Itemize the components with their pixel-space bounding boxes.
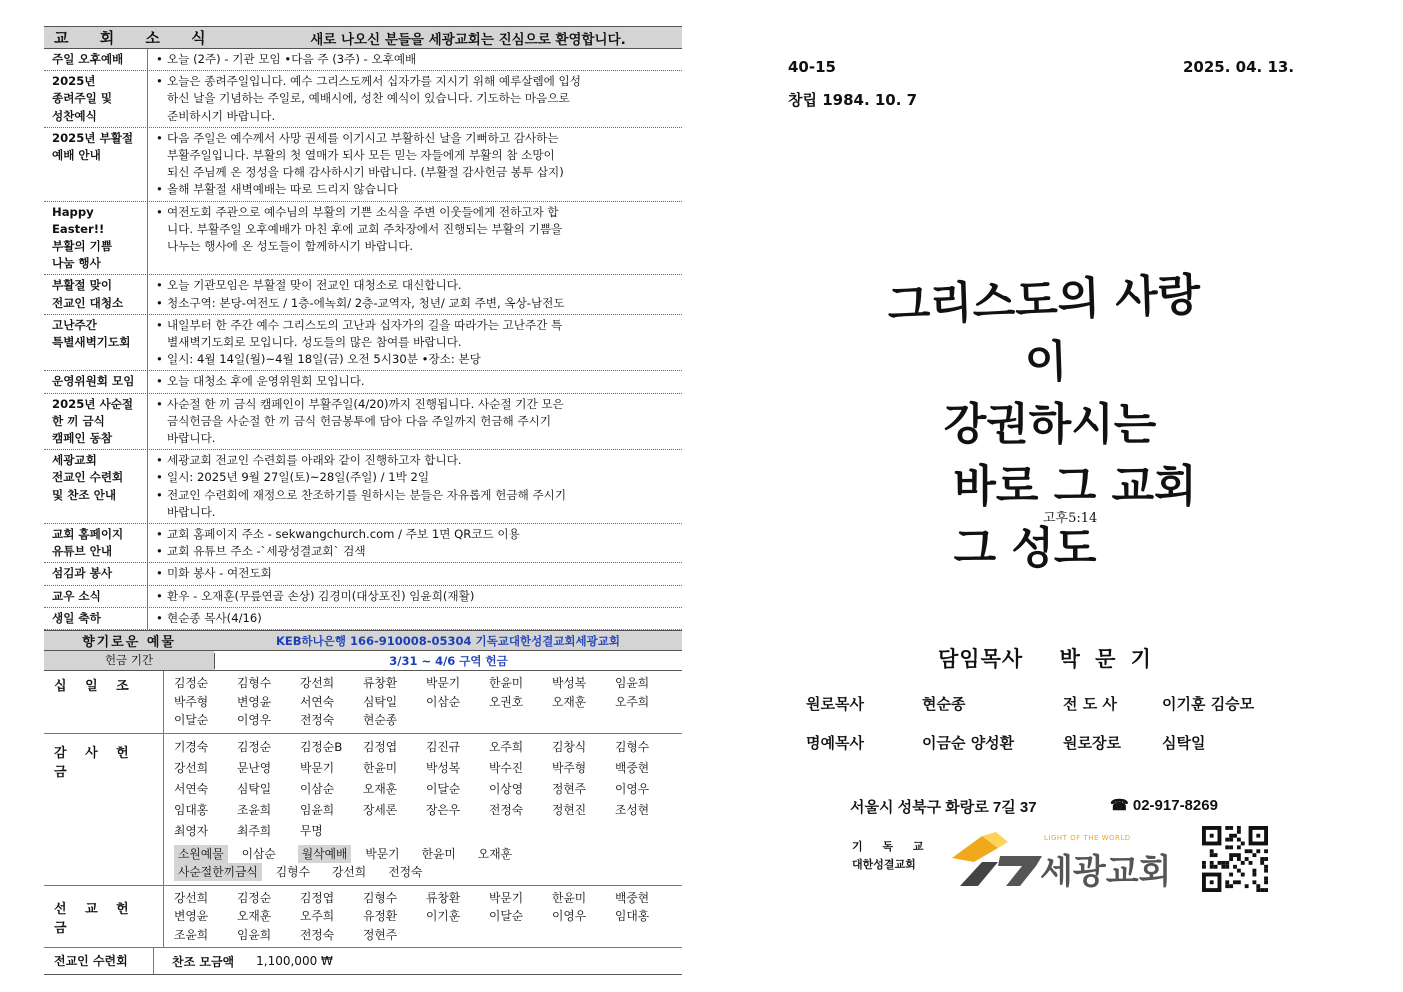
news-item	[44, 586, 682, 608]
news-item	[44, 371, 682, 393]
news-line: • 오늘 (2주) - 기관 모임 •다음 주 (3주) - 오후예배	[156, 51, 674, 68]
news-item	[44, 394, 682, 451]
bulletin-left-page	[44, 26, 682, 975]
church-logo	[952, 830, 1182, 890]
donor-name: 정현주	[552, 781, 587, 796]
retreat-label: 전교인 수련회	[44, 948, 154, 974]
news-line: • 올해 부활절 새벽예배는 따로 드리지 않습니다	[156, 181, 674, 198]
thanks-section	[44, 734, 682, 886]
news-item-body	[148, 49, 682, 70]
news-item-body	[148, 202, 682, 275]
donor-name: 오재훈	[477, 846, 512, 861]
donor-name: 현순종	[363, 713, 398, 728]
news-line: • 환우 - 오재훈(무릎연골 손상) 김경미(대상포진) 임윤희(재활)	[156, 588, 674, 605]
donor-name: 오권호	[489, 694, 524, 709]
staff-title: 원로목사	[806, 695, 864, 713]
donor-name: 전정숙	[489, 802, 524, 817]
tithe-section	[44, 671, 682, 734]
news-item-label: 2025년 사순절 한 끼 금식 캠페인 동참	[44, 394, 148, 450]
donor-name: 한윤미	[552, 890, 587, 905]
donor-name: 한윤미	[489, 676, 524, 691]
calligraphy-line: 바로 그 교회	[953, 461, 1197, 512]
news-item-body	[148, 128, 682, 201]
donor-name: 전정숙	[300, 927, 335, 942]
donor-name: 강선희	[300, 676, 335, 691]
donor-name: 전정숙	[388, 864, 423, 879]
news-item-body	[148, 71, 682, 127]
donor-name: 이달순	[489, 909, 524, 924]
bank-account: KEB하나은행 166-910008-05304 기독교대한성결교회세광교회	[276, 633, 620, 648]
news-list	[44, 49, 682, 630]
donor-name: 류창환	[426, 890, 461, 905]
news-item	[44, 49, 682, 71]
news-item	[44, 563, 682, 585]
donor-name: 백중현	[615, 760, 650, 775]
offering-title: 향기로운 예물	[82, 635, 176, 651]
donor-name: 박수진	[489, 760, 524, 775]
donor-name: 전정숙	[300, 713, 335, 728]
news-item	[44, 202, 682, 276]
news-line: 바랍니다.	[167, 431, 216, 446]
offering-header	[44, 630, 682, 650]
news-line: • 오늘 기관모임은 부활절 맞이 전교인 대청소로 대신합니다.	[156, 277, 674, 294]
donor-name: 김형수	[237, 676, 272, 691]
donor-name: 이삼순	[241, 846, 276, 861]
bulletin-date: 2025. 04. 13.	[1183, 58, 1295, 76]
donor-name: 백중현	[615, 890, 650, 905]
news-item-label: 교회 홈페이지 유튜브 안내	[44, 524, 148, 562]
donor-name: 김정순B	[300, 739, 343, 754]
news-item-body	[148, 524, 682, 562]
news-line: 금식헌금을 사순절 한 끼 금식 헌금봉투에 담아 다음 주일까지 헌금해 주시기	[167, 413, 552, 428]
retreat-text: 찬조 모금액	[172, 954, 235, 969]
donor-name: 이삼순	[300, 781, 335, 796]
news-line: 준비하시기 바랍니다.	[167, 108, 276, 123]
donor-name: 이영우	[615, 781, 650, 796]
news-item	[44, 71, 682, 128]
news-item-label: 고난주간 특별새벽기도회	[44, 315, 148, 371]
calligraphy-verse	[880, 270, 1210, 580]
mission-section	[44, 886, 682, 949]
news-line: • 여전도회 주관으로 예수님의 부활의 기쁜 소식을 주변 이웃들에게 전하고자 합	[156, 204, 674, 221]
news-item	[44, 524, 682, 563]
donor-name: 오재훈	[363, 781, 398, 796]
donor-name: 임윤희	[615, 676, 650, 691]
news-item-body	[148, 275, 682, 313]
news-header	[44, 26, 682, 49]
donor-name: 김정엽	[363, 739, 398, 754]
news-line: 나누는 행사에 온 성도들이 함께하시기 바랍니다.	[167, 239, 414, 254]
news-item-label: Happy Easter!! 부활의 기쁨 나눔 행사	[44, 202, 148, 275]
news-line: 부활주일입니다. 부활의 첫 열매가 되사 모든 믿는 자들에게 부활의 참 소망이	[167, 148, 555, 163]
staff-title: 원로장로	[1063, 734, 1121, 752]
calligraphy-line: 강권하시는	[943, 399, 1157, 450]
staff-name: 이금순 양성환	[922, 734, 1015, 752]
retreat-donation-row	[44, 948, 682, 975]
issue-number: 40-15	[788, 58, 836, 76]
news-line: • 오늘 대청소 후에 운영위원회 모입니다.	[156, 373, 674, 390]
donor-name: 박문기	[300, 760, 335, 775]
qr-code-icon[interactable]	[1201, 826, 1269, 892]
donor-name: 조윤희	[174, 927, 209, 942]
donor-name: 서연숙	[300, 694, 335, 709]
special-offering-tag: 소원예물	[174, 845, 228, 863]
calligraphy-line: 그 성도	[953, 523, 1097, 574]
news-line: • 현순종 목사(4/16)	[156, 610, 674, 627]
church-phone	[1110, 796, 1218, 814]
donor-name: 김형수	[615, 739, 650, 754]
donor-name: 변영윤	[237, 694, 272, 709]
news-item	[44, 275, 682, 314]
news-item-label: 2025년 종려주일 및 성찬예식	[44, 71, 148, 127]
donor-name: 임대홍	[174, 802, 209, 817]
tithe-label: 십 일 조	[44, 671, 164, 733]
news-item-label: 생일 축하	[44, 608, 148, 629]
donor-name: 기경숙	[174, 739, 209, 754]
news-line: • 오늘은 종려주일입니다. 예수 그리스도께서 십자가를 지시기 위해 예루살렘에 입성	[156, 73, 674, 90]
donor-name: 박주형	[552, 760, 587, 775]
donor-name: 한윤미	[363, 760, 398, 775]
news-line: • 교회 홈페이지 주소 - sekwangchurch.com / 주보 1면 QR코드 이용	[156, 526, 674, 543]
news-item-body	[148, 371, 682, 392]
news-line: 하신 날을 기념하는 주일로, 예배시에, 성찬 예식이 있습니다. 기도하는 마음으로	[167, 91, 570, 106]
donor-name: 한윤미	[421, 846, 456, 861]
donor-name: 김정엽	[300, 890, 335, 905]
welcome-message: 새로 나오신 분들을 세광교회는 진심으로 환영합니다.	[310, 31, 626, 48]
donor-name: 정현진	[552, 802, 587, 817]
donor-name: 김정순	[237, 739, 272, 754]
donor-name: 박성복	[552, 676, 587, 691]
donor-name: 심탁일	[363, 694, 398, 709]
news-line: • 일시: 2025년 9월 27일(토)~28일(주일) / 1박 2일	[156, 469, 674, 486]
donor-name: 최영자	[174, 823, 209, 838]
donor-name: 이영우	[552, 909, 587, 924]
news-item	[44, 315, 682, 372]
phone-icon: ☎	[1110, 797, 1129, 814]
news-item-body	[148, 586, 682, 607]
news-item-label: 섬김과 봉사	[44, 563, 148, 584]
mission-label: 선 교 헌 금	[44, 886, 164, 948]
donor-name: 심탁일	[237, 781, 272, 796]
special-offering-tag: 월삭예배	[298, 845, 352, 863]
church-address: 서울시 성북구 화랑로 7길 37	[850, 799, 1037, 816]
donor-name: 이달순	[426, 781, 461, 796]
special-offering-tag: 사순절한끼금식	[174, 863, 262, 881]
donor-name: 변영윤	[174, 909, 209, 924]
logo-name: 세광교회	[1040, 853, 1172, 891]
donor-name: 김창식	[552, 739, 587, 754]
founded-date: 창립 1984. 10. 7	[788, 91, 918, 109]
news-line: • 교회 유튜브 주소 -`세광성결교회` 검색	[156, 543, 674, 560]
donor-name: 조성현	[615, 802, 650, 817]
donor-name: 오재훈	[552, 694, 587, 709]
donor-name: 류창환	[363, 676, 398, 691]
news-item-label: 교우 소식	[44, 586, 148, 607]
bulletin-cover-page	[760, 0, 1360, 992]
denomination-line2: 대한성결교회	[852, 858, 916, 871]
news-line: • 일시: 4월 14일(월)~4월 18일(금) 오전 5시30분 •장소: 본당	[156, 351, 674, 368]
logo-mark-icon	[952, 832, 1048, 886]
donor-name: 조윤희	[237, 802, 272, 817]
news-line: 되신 주님께 온 정성을 다해 감사하시기 바랍니다. (부활절 감사헌금 봉투 삽지)	[167, 165, 564, 180]
news-item	[44, 450, 682, 524]
staff-title: 명예목사	[806, 734, 864, 752]
senior-pastor-name: 박 문 기	[1059, 647, 1155, 671]
staff-name: 이기훈 김승모	[1162, 695, 1255, 713]
donor-name: 서연숙	[174, 781, 209, 796]
donor-name: 장은우	[426, 802, 461, 817]
thanks-names	[164, 734, 682, 845]
senior-pastor	[938, 643, 1155, 673]
news-item	[44, 608, 682, 630]
donor-name: 무명	[300, 823, 323, 838]
donor-name: 이삼순	[426, 694, 461, 709]
mission-names	[164, 886, 682, 948]
donor-name: 오재훈	[237, 909, 272, 924]
thanks-label: 감 사 헌 금	[44, 734, 164, 885]
news-item-body	[148, 394, 682, 450]
phone-number: 02-917-8269	[1132, 797, 1218, 814]
donor-name: 임대홍	[615, 909, 650, 924]
donor-name: 유정환	[363, 909, 398, 924]
donor-name: 강선희	[174, 890, 209, 905]
senior-pastor-title: 담임목사	[938, 647, 1024, 671]
donor-name: 김정순	[237, 890, 272, 905]
news-line: 니다. 부활주일 오후예배가 마친 후에 교회 주차장에서 진행되는 부활의 기쁨을	[167, 221, 563, 236]
retreat-amount: 1,100,000 ₩	[256, 954, 333, 969]
donor-name: 오주희	[489, 739, 524, 754]
donor-name: 박주형	[174, 694, 209, 709]
news-line: • 세광교회 전교인 수련회를 아래와 같이 진행하고자 합니다.	[156, 452, 674, 469]
staff-name: 심탁일	[1162, 734, 1206, 752]
calligraphy-reference: 고후5:14	[1043, 511, 1098, 526]
news-line: 바랍니다.	[167, 504, 216, 519]
donor-name: 임윤희	[300, 802, 335, 817]
donor-name: 문난영	[237, 760, 272, 775]
news-item-label: 주일 오후예배	[44, 49, 148, 70]
donor-name: 박문기	[365, 846, 400, 861]
donor-name: 이달순	[174, 713, 209, 728]
donor-name: 임윤희	[237, 927, 272, 942]
donor-name: 강선희	[174, 760, 209, 775]
staff-name: 현순종	[922, 695, 966, 713]
news-line: 별새벽기도회로 모입니다. 성도들의 많은 참여를 바랍니다.	[167, 335, 462, 350]
news-title: 교 회 소 식	[54, 29, 219, 47]
offering-period	[44, 650, 682, 671]
news-item-label: 부활절 맞이 전교인 대청소	[44, 275, 148, 313]
donor-name: 정현주	[363, 927, 398, 942]
donor-name: 오주희	[300, 909, 335, 924]
news-line: • 다음 주일은 예수께서 사망 권세를 이기시고 부활하신 날을 기뻐하고 감사하는	[156, 130, 674, 147]
news-line: • 사순절 한 끼 금식 캠페인이 부활주일(4/20)까지 진행됩니다. 사순절 기간 모은	[156, 396, 674, 413]
news-item	[44, 128, 682, 202]
donor-name: 김형수	[363, 890, 398, 905]
donor-name: 박문기	[426, 676, 461, 691]
period-label: 헌금 기간	[44, 651, 214, 670]
donor-name: 이상영	[489, 781, 524, 796]
news-item-body	[148, 563, 682, 584]
donor-name: 박문기	[489, 890, 524, 905]
donor-name: 장세론	[363, 802, 398, 817]
donor-name: 김진규	[426, 739, 461, 754]
news-line: • 미화 봉사 - 여전도회	[156, 565, 674, 582]
donor-name: 오주희	[615, 694, 650, 709]
special-offerings	[164, 845, 682, 885]
donor-name: 김정순	[174, 676, 209, 691]
calligraphy-line: 그리스도의 사랑이	[886, 269, 1202, 389]
donor-name: 김형수	[275, 864, 310, 879]
news-item-label: 세광교회 전교인 수련회 및 찬조 안내	[44, 450, 148, 523]
donor-name: 박성복	[426, 760, 461, 775]
donor-name: 이기훈	[426, 909, 461, 924]
news-item-label: 2025년 부활절 예배 안내	[44, 128, 148, 201]
news-item-label: 운영위원회 모임	[44, 371, 148, 392]
donor-name: 최주희	[237, 823, 272, 838]
news-line: • 내일부터 한 주간 예수 그리스도의 고난과 십자가의 길을 따라가는 고난주간 특	[156, 317, 674, 334]
news-line: • 전교인 수련회에 재정으로 찬조하기를 원하시는 분들은 자유롭게 헌금해 주시기	[156, 487, 674, 504]
news-item-body	[148, 315, 682, 371]
news-item-body	[148, 608, 682, 629]
news-line: • 청소구역: 본당-여전도 / 1층-에녹회/ 2층-교역자, 청년/ 교회 주변, 옥상-남전도	[156, 295, 674, 312]
tithe-names	[164, 671, 682, 733]
denomination-line1: 기 독 교	[852, 840, 932, 853]
staff-title: 전 도 사	[1063, 695, 1117, 713]
period-value: 3/31 ~ 4/6 구역 헌금	[214, 653, 682, 669]
donor-name: 이영우	[237, 713, 272, 728]
donor-name: 강선희	[331, 864, 367, 879]
news-item-body	[148, 450, 682, 523]
logo-tagline: LIGHT OF THE WORLD	[1044, 834, 1131, 842]
